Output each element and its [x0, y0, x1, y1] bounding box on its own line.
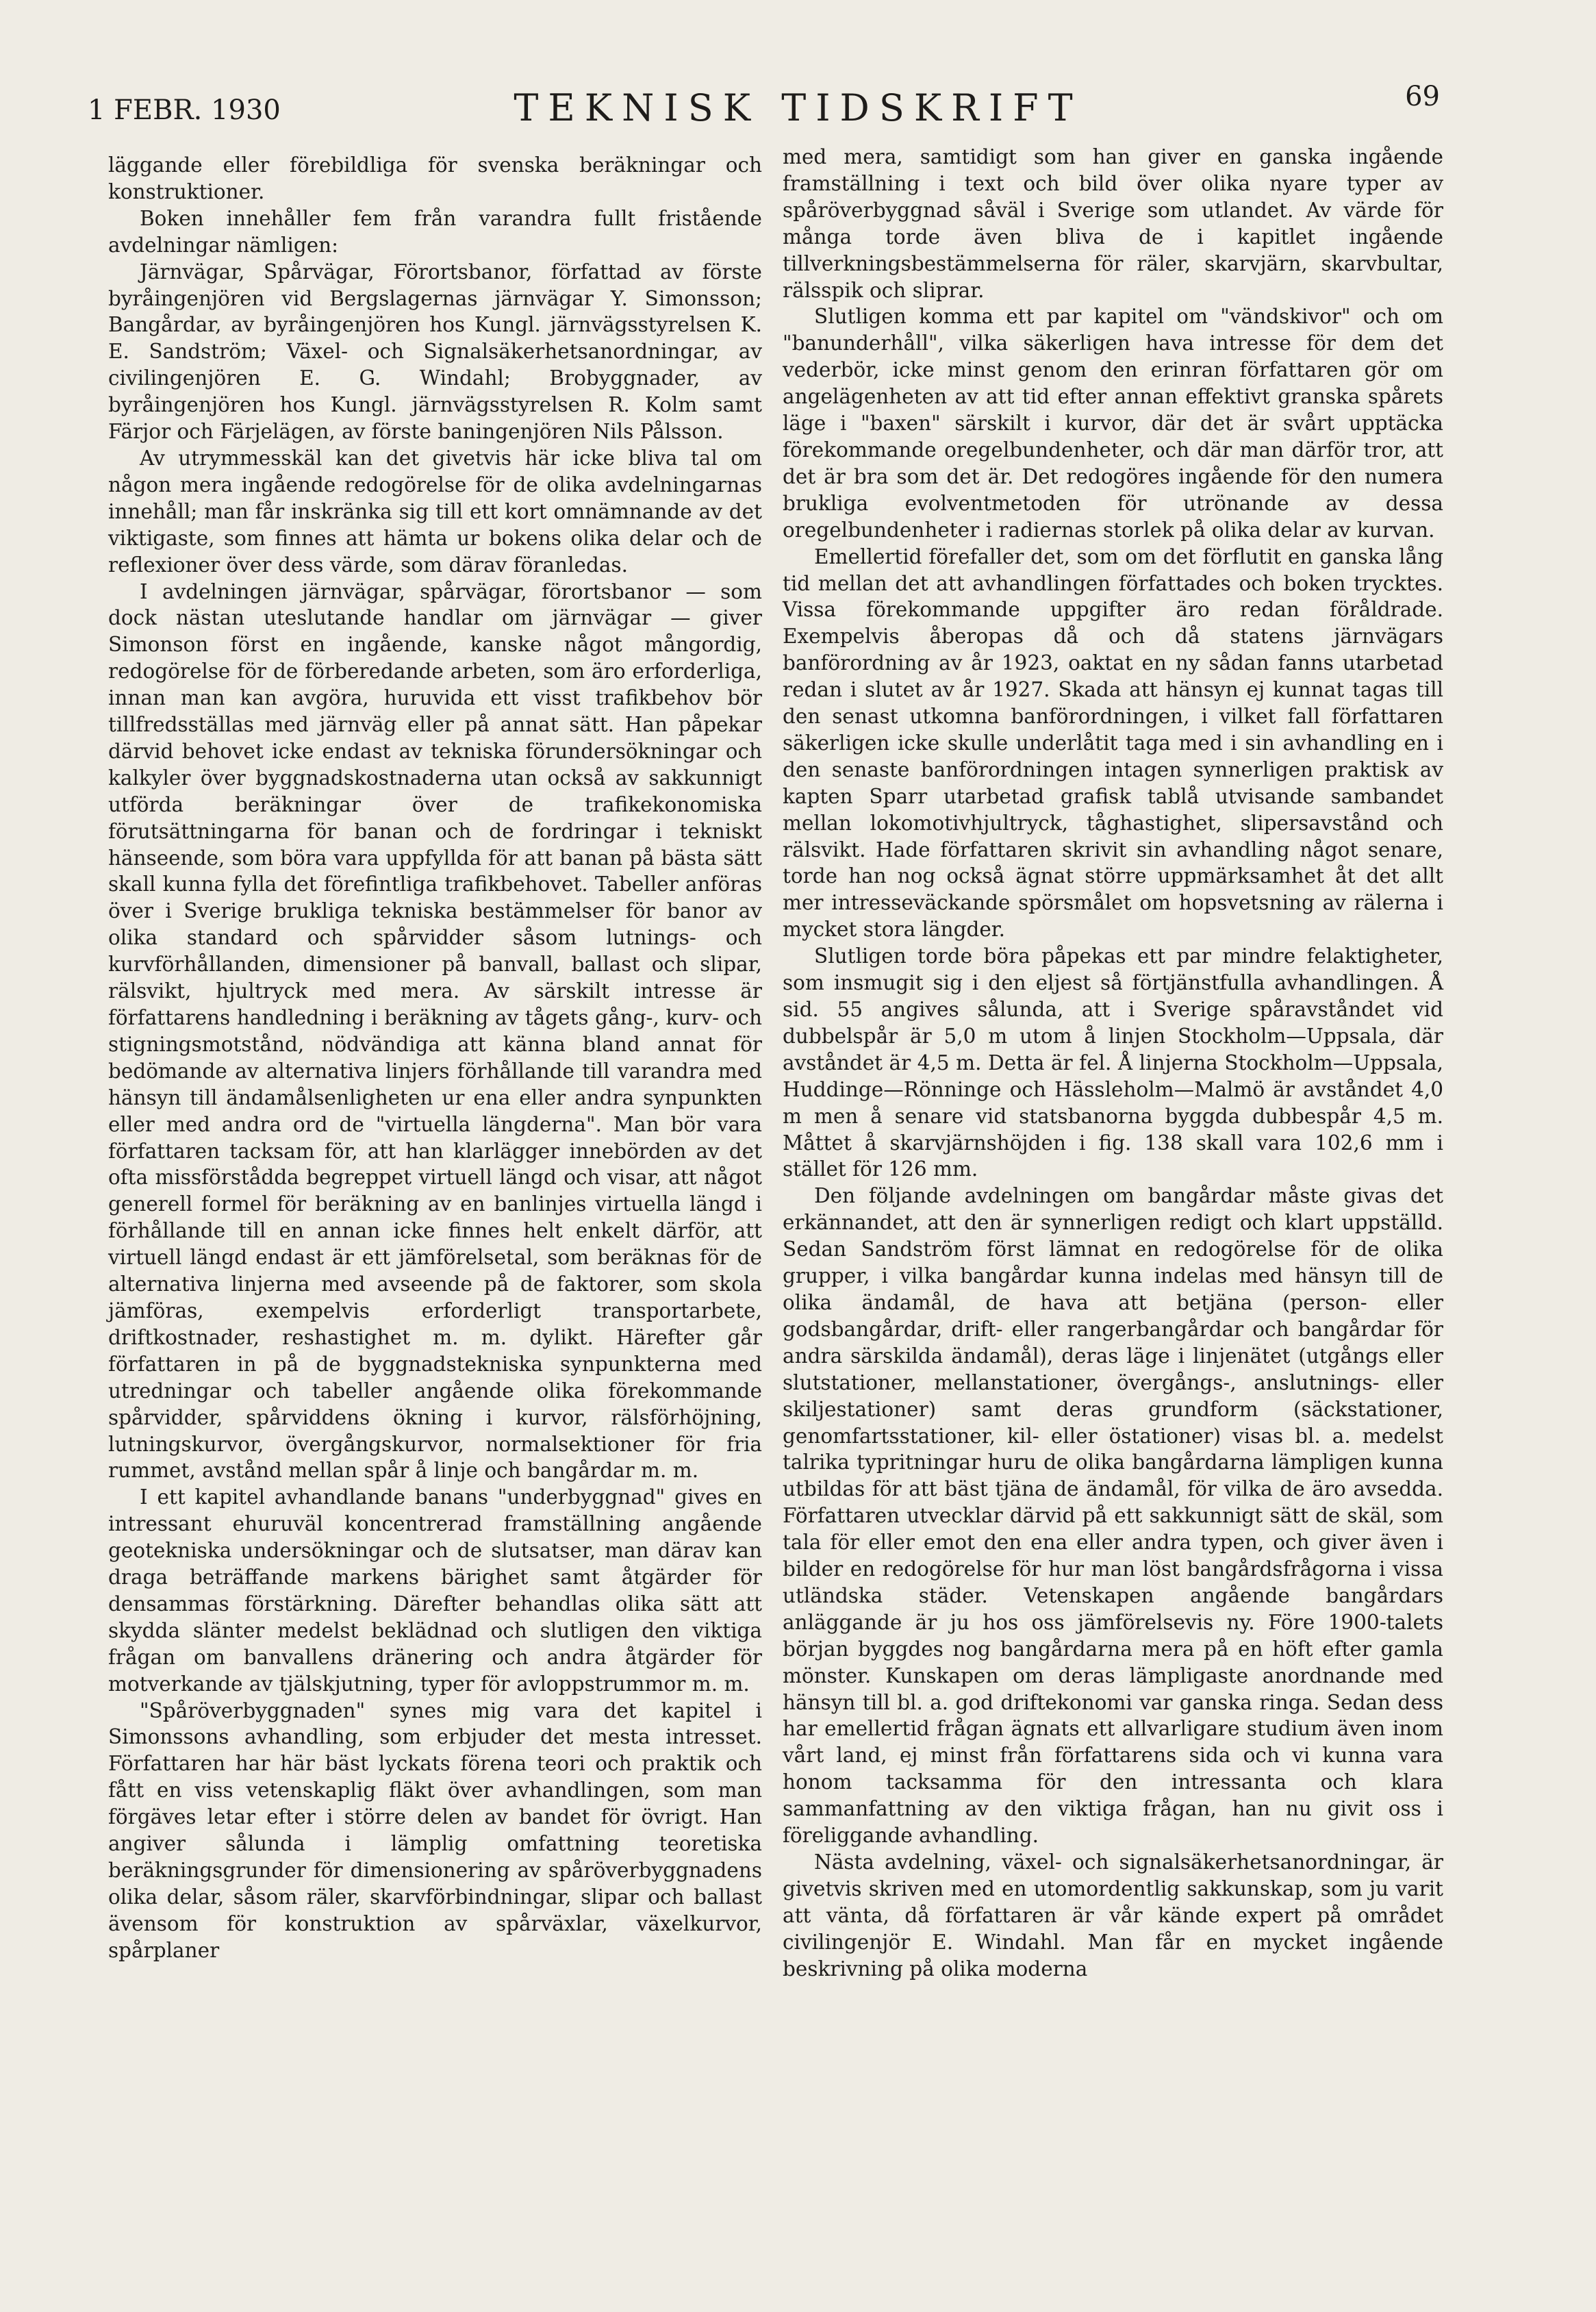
paragraph: Emellertid förefaller det, som om det förflutit en ganska lång tid mellan det att avhandlingen författades och boken trycktes. Vissa förekommande uppgifter äro redan föråldrade. Exempelvis åberopas då och då statens järnvägars banförordning av år 1923, oaktat en ny sådan fanns utarbetad redan i slutet av år 1927. Skada att hänsyn ej kunnat tagas till den senast utkomna banförordningen, i vilket fall författaren säkerligen icke skulle underlåtit taga med i sin avhandling en i den senaste banförordningen intagen synnerligen praktisk av kapten Sparr utarbetad grafisk tablå utvisande sambandet mellan lokomotivhjultryck, tåghastighet, slipersavstånd och rälsvikt. Hade författaren skrivit sin avhandling något senare, torde han nog också ägnat större uppmärksamhet åt det allt mer intresseväckande spörsmålet om hopsvetsning av rälerna i mycket stora längder. — [783, 544, 1443, 942]
paragraph: I avdelningen järnvägar, spårvägar, förortsbanor — som dock nästan uteslutande handlar om järnvägar — giver Simonson först en ingående, kanske något mångordig, redogörelse för de förberedande arbeten, som äro erforderliga, innan man kan avgöra, huruvida ett visst trafikbehov bör tillfredsställas med järnväg eller på annat sätt. Han påpekar därvid behovet icke endast av tekniska förundersökningar och kalkyler över byggnadskostnaderna utan också av sakkunnigt utförda beräkningar över de trafikekonomiska förutsättningarna för banan och de fordringar i tekniskt hänseende, som böra vara uppfyllda för att banan på bästa sätt skall kunna fylla det förefintliga trafikbehovet. Tabeller anföras över i Sverige brukliga tekniska bestämmelser för banor av olika standard och spårvidder såsom lutnings- och kurvförhållanden, dimensioner på banvall, ballast och slipar, rälsvikt, hjultryck med mera. Av särskilt intresse är författarens handledning i beräkning av tågets gång-, kurv- och stigningsmotstånd, nödvändiga att känna bland annat för bedömande av alternativa linjers förhållande till varandra med hänsyn till ändamålsenligheten ur ena eller andra synpunkten eller med andra ord de "virtuella längderna". Man bör vara författaren tacksam för, att han klarlägger innebörden av det ofta missförstådda begreppet virtuell längd och visar, att något generell formel för beräkning av en banlinjes virtuella längd i förhållande till en annan icke finnes helt enkelt därför, att virtuell längd endast är ett jämförelsetal, som beräknas för de alternativa linjerna med avseende på de faktorer, som skola jämföras, exempelvis erforderligt transportarbete, driftkostnader, reshastighet m. m. dylikt. Härefter går författaren in på de byggnadstekniska synpunkterna med utredningar och tabeller angående olika förekommande spårvidder, spårviddens ökning i kurvor, rälsförhöjning, lutningskurvor, övergångskurvor, normalsektioner för fria rummet, avstånd mellan spår å linje och bangårdar m. m. — [108, 579, 762, 1483]
page-number: 69 — [1405, 81, 1440, 112]
issue-date: 1 FEBR. 1930 — [88, 95, 281, 126]
left-column — [108, 152, 762, 1964]
journal-title: TEKNISK TIDSKRIFT — [514, 86, 1082, 129]
paragraph: Den följande avdelningen om bangårdar måste givas det erkännandet, att den är synnerligen redigt och klart uppställd. Sedan Sandström först lämnat en redogörelse för de olika grupper, i vilka bangårdar kunna indelas med hänsyn till de olika ändamål, de hava att betjäna (person- eller godsbangårdar, drift- eller rangerbangårdar och bangårdar för andra särskilda ändamål), deras läge i linjenätet (utgångs eller slutstationer, mellanstationer, övergångs-, anslutnings- eller skiljestationer) samt deras grundform (säckstationer, genomfartsstationer, kil- eller östationer) visas bl. a. medelst talrika typritningar huru de olika bangårdarna lämpligen kunna utbildas för att bäst tjäna de ändamål, för vilka de äro avsedda. Författaren utvecklar därvid på ett sakkunnigt sätt de skäl, som tala för eller emot den ena eller andra typen, och giver även i bilder en redogörelse för hur man löst bangårdsfrågorna i vissa utländska städer. Vetenskapen angående bangårdars anläggande är ju hos oss jämförelsevis ny. Före 1900-talets början byggdes nog bangårdarna mera på en höft efter gamla mönster. Kunskapen om deras lämpligaste anordnande med hänsyn till bl. a. god driftekonomi var ganska ringa. Sedan dess har emellertid frågan ägnats ett allvarligare studium även inom vårt land, ej minst från författarens sida och vi kunna vara honom tacksamma för den intressanta och klara sammanfattning av den viktiga frågan, han nu givit oss i föreliggande avhandling. — [783, 1184, 1443, 1848]
paragraph: Slutligen komma ett par kapitel om "vändskivor" och om "banunderhåll", vilka säkerligen hava intresse för dem det vederbör, icke minst genom den erinran författaren gör om angelägenheten av att tid efter annan effektivt granska spårets läge i "baxen" särskilt i kurvor, där det är svårt upptäcka förekommande oregelbundenheter, och där man därför tror, att det är bra som det är. Det redogöres ingående för den numera brukliga evolventmetoden för utrönande av dessa oregelbundenheter i radiernas storlek på olika delar av kurvan. — [783, 305, 1443, 542]
paragraph: Nästa avdelning, växel- och signalsäkerhetsanordningar, är givetvis skriven med en utomordentlig sakkunskap, som ju varit att vänta, då författaren är vår kände expert på området civilingenjör E. Windahl. Man får en mycket ingående beskrivning på olika moderna — [783, 1850, 1443, 1981]
paragraph: Boken innehåller fem från varandra fullt fristående avdelningar nämligen: — [108, 206, 762, 257]
paragraph: läggande eller förebildliga för svenska beräkningar och konstruktioner. — [108, 153, 762, 203]
right-column — [783, 144, 1443, 1983]
paragraph: I ett kapitel avhandlande banans "underbyggnad" gives en intressant ehuruväl koncentrerad framställning angående geotekniska undersökningar och de slutsatser, man därav kan draga beträffande markens bärighet samt åtgärder för densammas förstärkning. Därefter behandlas olika sätt att skydda slänter medelst beklädnad och slutligen den viktiga frågan om banvallens dränering och andra åtgärder för motverkande av tjälskjutning, typer för avloppstrummor m. m. — [108, 1485, 762, 1696]
paragraph: Av utrymmesskäl kan det givetvis här icke bliva tal om någon mera ingående redogörelse för de olika avdelningarnas innehåll; man får inskränka sig till ett kort omnämnande av det viktigaste, som finnes att hämta ur bokens olika delar och de reflexioner över dess värde, som därav föranledas. — [108, 446, 762, 577]
paragraph: "Spåröverbyggnaden" synes mig vara det kapitel i Simonssons avhandling, som erbjuder det mesta intresset. Författaren har här bäst lyckats förena teori och praktik och fått en viss vetenskaplig fläkt över avhandlingen, som man förgäves letar efter i större delen av bandet för övrigt. Han angiver sålunda i lämplig omfattning teoretiska beräkningsgrunder för dimensionering av spåröverbyggnadens olika delar, såsom räler, skarvförbindningar, slipar och ballast ävensom för konstruktion av spårväxlar, växelkurvor, spårplaner — [108, 1698, 762, 1962]
paragraph: Järnvägar, Spårvägar, Förortsbanor, författad av förste byråingenjören vid Bergslagernas järnvägar Y. Simonsson; Bangårdar, av byråingenjören hos Kungl. järnvägsstyrelsen K. E. Sandström; Växel- och Signalsäkerhetsanordningar, av civilingenjören E. G. Windahl; Brobyggnader, av byråingenjören hos Kungl. järnvägsstyrelsen R. Kolm samt Färjor och Färjelägen, av förste baningenjören Nils Pålsson. — [108, 260, 762, 444]
paragraph: med mera, samtidigt som han giver en ganska ingående framställning i text och bild över olika nyare typer av spåröverbyggnad såväl i Sverige som utlandet. Av värde för många torde även bliva de i kapitlet ingående tillverkningsbestämmelserna för räler, skarvjärn, skarvbultar, rälsspik och sliprar. — [783, 145, 1443, 302]
running-header — [0, 81, 1596, 142]
paragraph: Slutligen torde böra påpekas ett par mindre felaktigheter, som insmugit sig i den eljest så förtjänstfulla avhandlingen. Å sid. 55 angives sålunda, att i Sverige spåravståndet vid dubbelspår är 5,0 m utom å linjen Stockholm—Uppsala, där avståndet är 4,5 m. Detta är fel. Å linjerna Stockholm—Uppsala, Huddinge—Rönninge och Hässleholm—Malmö är avståndet 4,0 m men å senare vid statsbanorna byggda dubbespår 4,5 m. Måttet å skarvjärnshöjden i fig. 138 skall vara 102,6 mm i stället för 126 mm. — [783, 944, 1443, 1181]
